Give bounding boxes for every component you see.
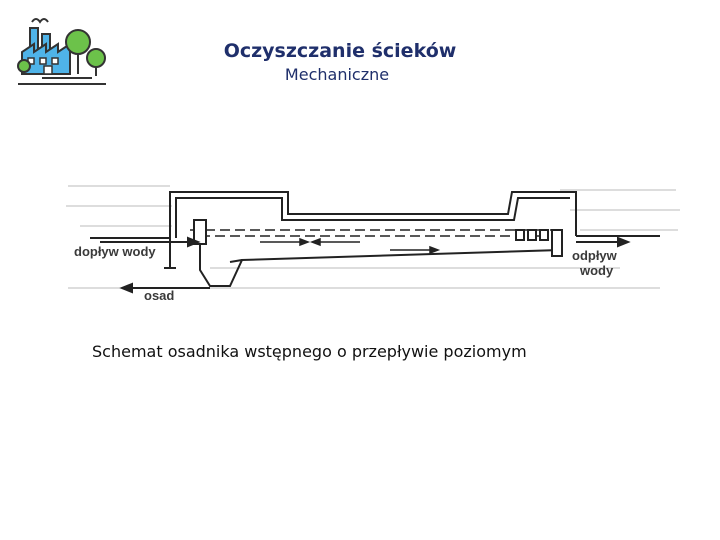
sediment-label: osad [144,288,175,303]
inlet-baffle [194,220,562,256]
inflow-label: dopływ wody [74,244,156,259]
outflow-label-line2: wody [580,263,614,278]
flow-arrows [260,239,438,253]
tank-walls [90,192,660,286]
outflow-arrow [576,238,628,246]
figure-caption: Schemat osadnika wstępnego o przepływie poziomym [92,342,527,361]
sedimentation-tank-diagram [60,176,686,306]
outflow-label-line1: odpływ [572,248,617,263]
page-subtitle: Mechaniczne [284,65,390,84]
water-surface [190,230,560,236]
page-title: Oczyszczanie ścieków [223,40,457,62]
